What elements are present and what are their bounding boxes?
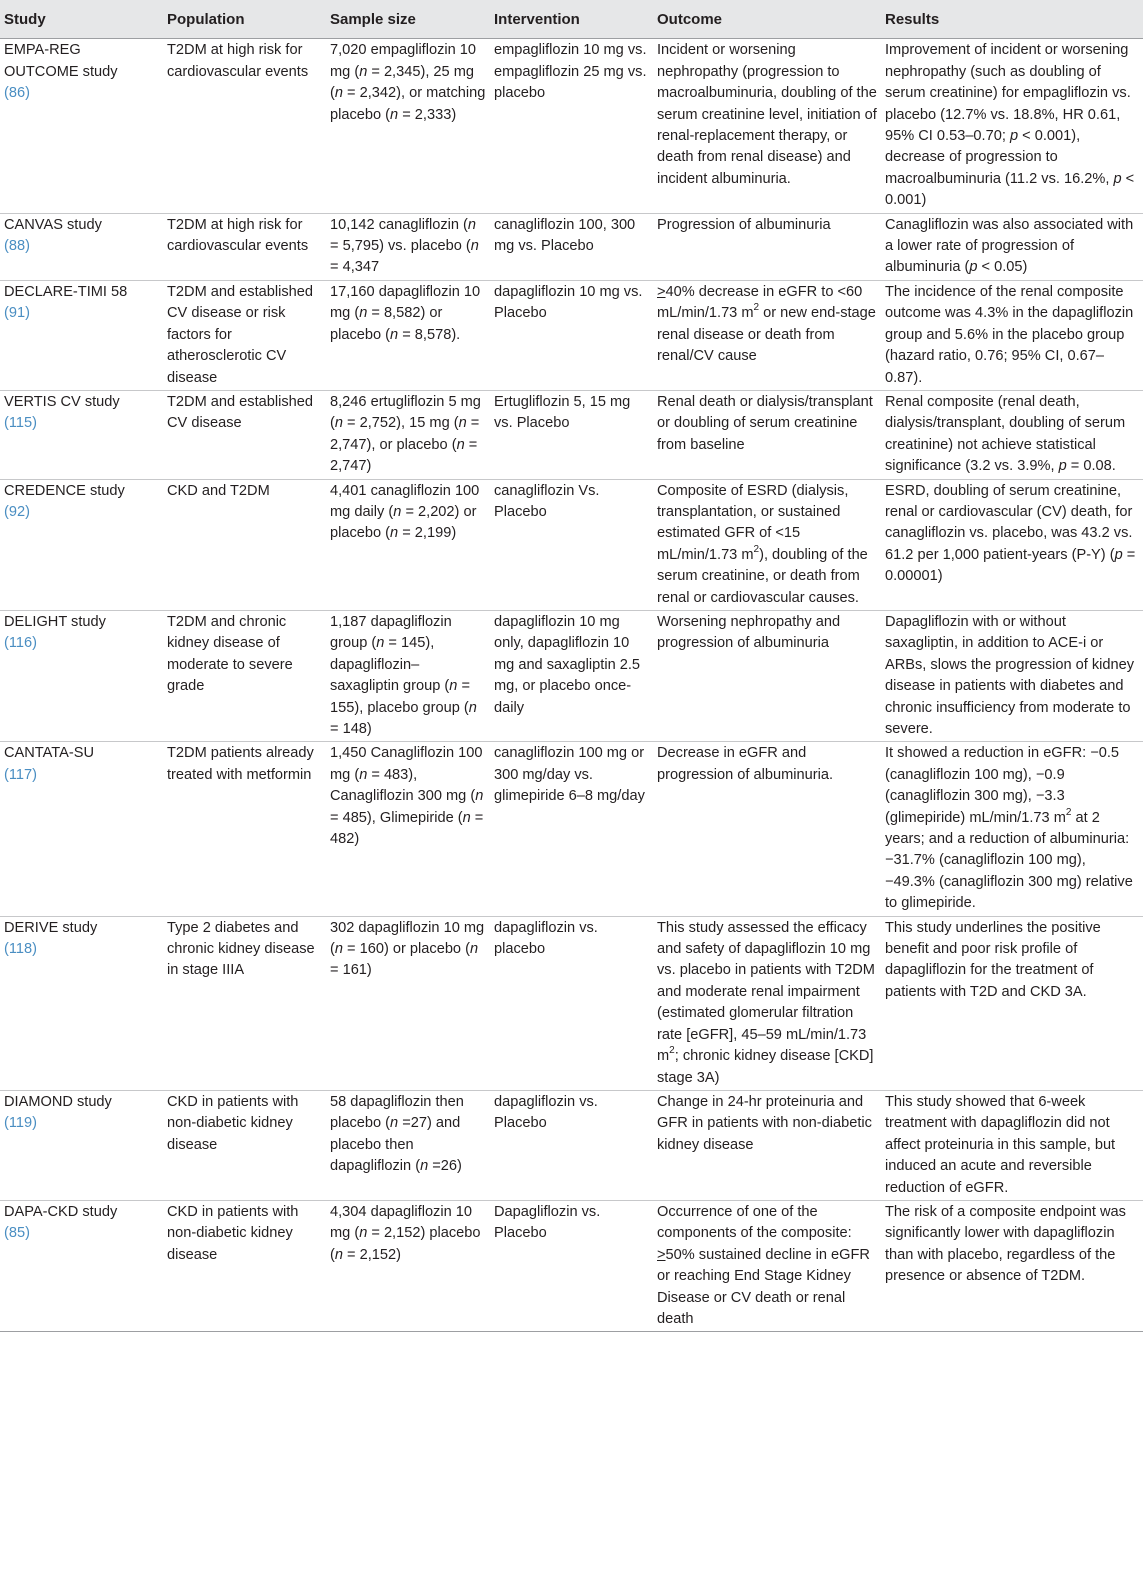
table-row <box>0 1090 1143 1200</box>
reference-link[interactable]: (117) <box>4 766 37 783</box>
cell-intervention: Dapagliflozin vs. Placebo <box>490 1200 653 1331</box>
cell-results: This study underlines the positive benefit and poor risk profile of dapagliflozin for the treatment of patients with T2D and CKD 3A. <box>881 916 1143 1090</box>
cell-intervention: empagliflozin 10 mg vs. empagliflozin 25 mg vs. placebo <box>490 39 653 213</box>
cell-population: T2DM and chronic kidney disease of moderate to severe grade <box>163 610 326 741</box>
table-row <box>0 479 1143 610</box>
table-row <box>0 916 1143 1090</box>
cell-intervention: dapagliflozin 10 mg only, dapagliflozin 10 mg and saxagliptin 2.5 mg, or placebo once-daily <box>490 610 653 741</box>
reference-link[interactable]: (86) <box>4 85 30 102</box>
cell-study <box>0 479 163 610</box>
study-name: DERIVE study <box>4 919 98 936</box>
study-name: VERTIS CV study <box>4 393 120 410</box>
study-name: DAPA-CKD study <box>4 1203 118 1220</box>
reference-link[interactable]: (88) <box>4 238 30 255</box>
reference-link[interactable]: (92) <box>4 503 30 520</box>
cell-population: CKD in patients with non-diabetic kidney disease <box>163 1090 326 1200</box>
cell-sample-size: 4,304 dapagliflozin 10 mg (n = 2,152) placebo (n = 2,152) <box>326 1200 490 1331</box>
cell-outcome: Decrease in eGFR and progression of albuminuria. <box>653 742 881 916</box>
cell-results: The incidence of the renal composite outcome was 4.3% in the dapagliflozin group and 5.6% in the placebo group (hazard ratio, 0.76; 95% CI, 0.67–0.87). <box>881 280 1143 390</box>
cell-intervention: dapagliflozin vs. Placebo <box>490 1090 653 1200</box>
cell-outcome: >40% decrease in eGFR to <60 mL/min/1.73 $m^2$ or new end-stage renal disease or death from renal/CV cause <box>653 280 881 390</box>
cell-outcome: Progression of albuminuria <box>653 213 881 280</box>
cell-results: This study showed that 6-week treatment with dapagliflozin did not affect proteinuria in this sample, but induced an acute and reversible reduction of eGFR. <box>881 1090 1143 1200</box>
cell-outcome: Change in 24-hr proteinuria and GFR in patients with non-diabetic kidney disease <box>653 1090 881 1200</box>
cell-results: Dapagliflozin with or without saxagliptin, in addition to ACE-i or ARBs, slows the progression of kidney disease in patients with diabetes and chronic insufficiency from moderate to severe. <box>881 610 1143 741</box>
header-population: Population <box>163 0 326 39</box>
cell-intervention: Ertugliflozin 5, 15 mg vs. Placebo <box>490 390 653 479</box>
cell-study <box>0 610 163 741</box>
cell-sample-size: 10,142 canagliflozin (n = 5,795) vs. placebo (n = 4,347 <box>326 213 490 280</box>
cell-population: CKD in patients with non-diabetic kidney disease <box>163 1200 326 1331</box>
cell-study <box>0 39 163 213</box>
table-row <box>0 213 1143 280</box>
reference-link[interactable]: (116) <box>4 635 37 652</box>
reference-link[interactable]: (118) <box>4 941 37 958</box>
cell-outcome: Incident or worsening nephropathy (progression to macroalbuminuria, doubling of the serum creatinine level, initiation of renal-replacement therapy, or death from renal disease) and incident albuminuria. <box>653 39 881 213</box>
cell-study <box>0 1200 163 1331</box>
cell-study <box>0 742 163 916</box>
study-name: CANTATA-SU <box>4 745 94 762</box>
table-row <box>0 39 1143 213</box>
table-row <box>0 742 1143 916</box>
cell-outcome: Occurrence of one of the components of the composite: >50% sustained decline in eGFR or reaching End Stage Kidney Disease or CV death or renal death <box>653 1200 881 1331</box>
cell-population: T2DM and established CV disease or risk factors for atherosclerotic CV disease <box>163 280 326 390</box>
cell-intervention: dapagliflozin vs. placebo <box>490 916 653 1090</box>
table-row <box>0 610 1143 741</box>
cell-results: Canagliflozin was also associated with a lower rate of progression of albuminuria (p < 0.05) <box>881 213 1143 280</box>
cell-results: The risk of a composite endpoint was significantly lower with dapagliflozin than with placebo, regardless of the presence or absence of T2DM. <box>881 1200 1143 1331</box>
cell-sample-size: 8,246 ertugliflozin 5 mg (n = 2,752), 15 mg (n = 2,747), or placebo (n = 2,747) <box>326 390 490 479</box>
cell-outcome: Worsening nephropathy and progression of albuminuria <box>653 610 881 741</box>
cell-outcome: Renal death or dialysis/transplant or doubling of serum creatinine from baseline <box>653 390 881 479</box>
study-name: CANVAS study <box>4 216 102 233</box>
reference-link[interactable]: (115) <box>4 415 37 432</box>
header-study: Study <box>0 0 163 39</box>
cell-study <box>0 213 163 280</box>
table-row <box>0 390 1143 479</box>
cell-outcome: This study assessed the efficacy and safety of dapagliflozin 10 mg vs. placebo in patients with T2DM and moderate renal impairment (estimated glomerular filtration rate [eGFR], 45–59 mL/min/1.73 $m^2$; chronic kidney disease [CKD] stage 3A) <box>653 916 881 1090</box>
cell-intervention: canagliflozin 100 mg or 300 mg/day vs. glimepiride 6–8 mg/day <box>490 742 653 916</box>
table-row <box>0 1200 1143 1331</box>
cell-results: Renal composite (renal death, dialysis/transplant, doubling of serum creatinine) not achieve statistical significance (3.2 vs. 3.9%, p = 0.08. <box>881 390 1143 479</box>
cell-intervention: canagliflozin Vs. Placebo <box>490 479 653 610</box>
cell-population: Type 2 diabetes and chronic kidney disease in stage IIIA <box>163 916 326 1090</box>
cell-sample-size: 17,160 dapagliflozin 10 mg (n = 8,582) or placebo (n = 8,578). <box>326 280 490 390</box>
cell-sample-size: 302 dapagliflozin 10 mg (n = 160) or placebo (n = 161) <box>326 916 490 1090</box>
cell-study <box>0 1090 163 1200</box>
cell-intervention: canagliflozin 100, 300 mg vs. Placebo <box>490 213 653 280</box>
header-intervention: Intervention <box>490 0 653 39</box>
cell-outcome: Composite of ESRD (dialysis, transplantation, or sustained estimated GFR of <15 mL/min/1.73 $m^2$), doubling of the serum creatinine, or death from renal or cardiovascular causes. <box>653 479 881 610</box>
cell-sample-size: 4,401 canagliflozin 100 mg daily (n = 2,202) or placebo (n = 2,199) <box>326 479 490 610</box>
cell-population: T2DM at high risk for cardiovascular events <box>163 213 326 280</box>
cell-study <box>0 390 163 479</box>
header-sample-size: Sample size <box>326 0 490 39</box>
cell-sample-size: 1,187 dapagliflozin group (n = 145), dapagliflozin–saxagliptin group (n = 155), placebo group (n = 148) <box>326 610 490 741</box>
header-results: Results <box>881 0 1143 39</box>
reference-link[interactable]: (119) <box>4 1115 37 1132</box>
study-name: DIAMOND study <box>4 1093 112 1110</box>
study-name: DECLARE-TIMI 58 <box>4 283 128 300</box>
cell-intervention: dapagliflozin 10 mg vs. Placebo <box>490 280 653 390</box>
cell-population: T2DM patients already treated with metformin <box>163 742 326 916</box>
cell-population: T2DM and established CV disease <box>163 390 326 479</box>
cell-results: It showed a reduction in eGFR: −0.5 (canagliflozin 100 mg), −0.9 (canagliflozin 300 mg), −3.3 (glimepiride) mL/min/1.73 $m^2$ at 2 years; and a reduction of albuminuria: −31.7% (canagliflozin 100 mg), −49.3% (canagliflozin 300 mg) relative to glimepiride. <box>881 742 1143 916</box>
cell-results: ESRD, doubling of serum creatinine, renal or cardiovascular (CV) death, for canagliflozin vs. placebo, was 43.2 vs. 61.2 per 1,000 patient-years (P-Y) (p = 0.00001) <box>881 479 1143 610</box>
reference-link[interactable]: (91) <box>4 305 30 322</box>
reference-link[interactable]: (85) <box>4 1225 30 1242</box>
cell-results: Improvement of incident or worsening nephropathy (such as doubling of serum creatinine) for empagliflozin vs. placebo (12.7% vs. 18.8%, HR 0.61, 95% CI 0.53–0.70; p < 0.001), decrease of progression to macroalbuminuria (11.2 vs. 16.2%, p < 0.001) <box>881 39 1143 213</box>
cell-sample-size: 58 dapagliflozin then placebo (n =27) and placebo then dapagliflozin (n =26) <box>326 1090 490 1200</box>
study-name: DELIGHT study <box>4 613 106 630</box>
header-row <box>0 0 1143 39</box>
cell-population: CKD and T2DM <box>163 479 326 610</box>
cell-study <box>0 916 163 1090</box>
study-name: EMPA-REG OUTCOME study <box>4 42 118 80</box>
cell-sample-size: 7,020 empagliflozin 10 mg (n = 2,345), 25 mg (n = 2,342), or matching placebo (n = 2,333) <box>326 39 490 213</box>
cell-study <box>0 280 163 390</box>
cell-population: T2DM at high risk for cardiovascular events <box>163 39 326 213</box>
header-outcome: Outcome <box>653 0 881 39</box>
study-name: CREDENCE study <box>4 482 125 499</box>
cell-sample-size: 1,450 Canagliflozin 100 mg (n = 483), Canagliflozin 300 mg (n = 485), Glimepiride (n = 482) <box>326 742 490 916</box>
table-row <box>0 280 1143 390</box>
